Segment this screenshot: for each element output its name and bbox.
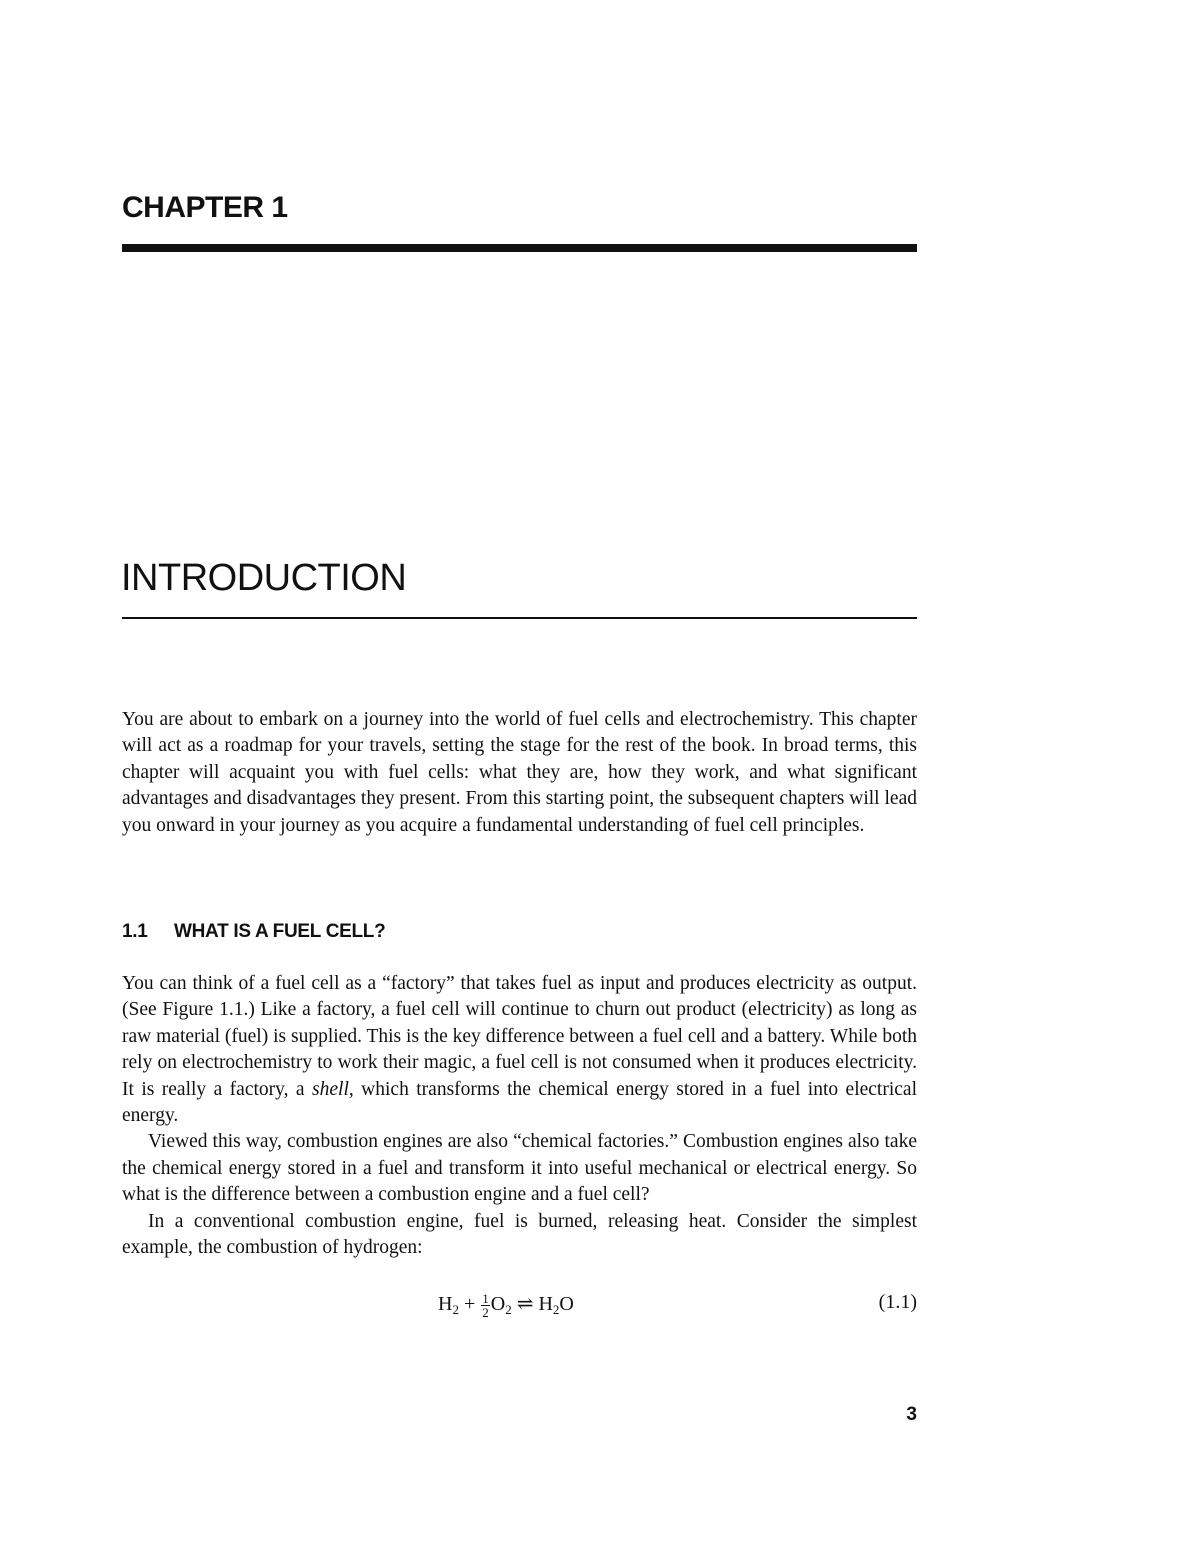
equation-1-1 [122, 1287, 917, 1323]
eq-product-oxygen: O [559, 1293, 574, 1315]
section-title: WHAT IS A FUEL CELL? [174, 921, 386, 942]
chapter-title-rule [122, 617, 917, 619]
section-heading [122, 920, 385, 944]
eq-product-hydrogen: H [538, 1293, 553, 1315]
eq-product-hydrogen-subscript: 2 [552, 1302, 560, 1317]
eq-plus: + [458, 1293, 481, 1315]
eq-equilibrium-arrow: ⇌ [511, 1293, 539, 1315]
eq-fraction-numerator: 1 [482, 1290, 489, 1306]
equation-number: (1.1) [878, 1291, 917, 1313]
chapter-rule-thick [122, 244, 917, 252]
paragraph-1-text-a: You can think of a fuel cell as a “factory” that takes fuel as input and produces electricity as output. (See Figure 1.1.) Like a factory, a fuel cell will continue to churn out product (electricity) as long as raw material (fuel) is supplied. This is the key difference between a fuel cell and a battery. While both rely on electrochemistry to work their magic, a fuel cell is not consumed when it produces electricity. It is really a factory, a [122, 973, 917, 1100]
equation-expression [438, 1291, 574, 1319]
section-number: 1.1 [122, 921, 148, 942]
eq-hydrogen-subscript: 2 [452, 1302, 459, 1317]
eq-oxygen: O [490, 1293, 506, 1315]
paragraph-1-text-b: , which transforms the chemical energy stored in a fuel into electrical energy. [122, 1078, 917, 1127]
paragraph-1-italic-word: shell [312, 1078, 349, 1100]
section-paragraph-3: In a conventional combustion engine, fuel is burned, releasing heat. Consider the simplest example, the combustion of hydrogen: [122, 1210, 917, 1259]
chapter-label: CHAPTER 1 [122, 191, 288, 224]
section-body [122, 971, 917, 1261]
section-paragraph-2: Viewed this way, combustion engines are also “chemical factories.” Combustion engines also take the chemical energy stored in a fuel and transform it into useful mechanical or electrical energy. So what is the difference between a combustion engine and a fuel cell? [122, 1131, 917, 1206]
section-paragraph-1 [122, 971, 917, 1129]
eq-oxygen-subscript: 2 [505, 1302, 512, 1317]
eq-hydrogen: H [438, 1293, 453, 1315]
eq-fraction [481, 1292, 490, 1319]
eq-fraction-denominator: 2 [482, 1304, 489, 1320]
intro-paragraph: You are about to embark on a journey into the world of fuel cells and electrochemistry. This chapter will act as a roadmap for your travels, setting the stage for the rest of the book. In broad terms, this chapter will acquaint you with fuel cells: what they are, how they work, and what significant advantages and disadvantages they present. From this starting point, the subsequent chapters will lead you onward in your journey as you acquire a fundamental understanding of fuel cell principles. [122, 709, 917, 836]
page-number: 3 [906, 1404, 917, 1425]
chapter-title: INTRODUCTION [121, 557, 407, 599]
